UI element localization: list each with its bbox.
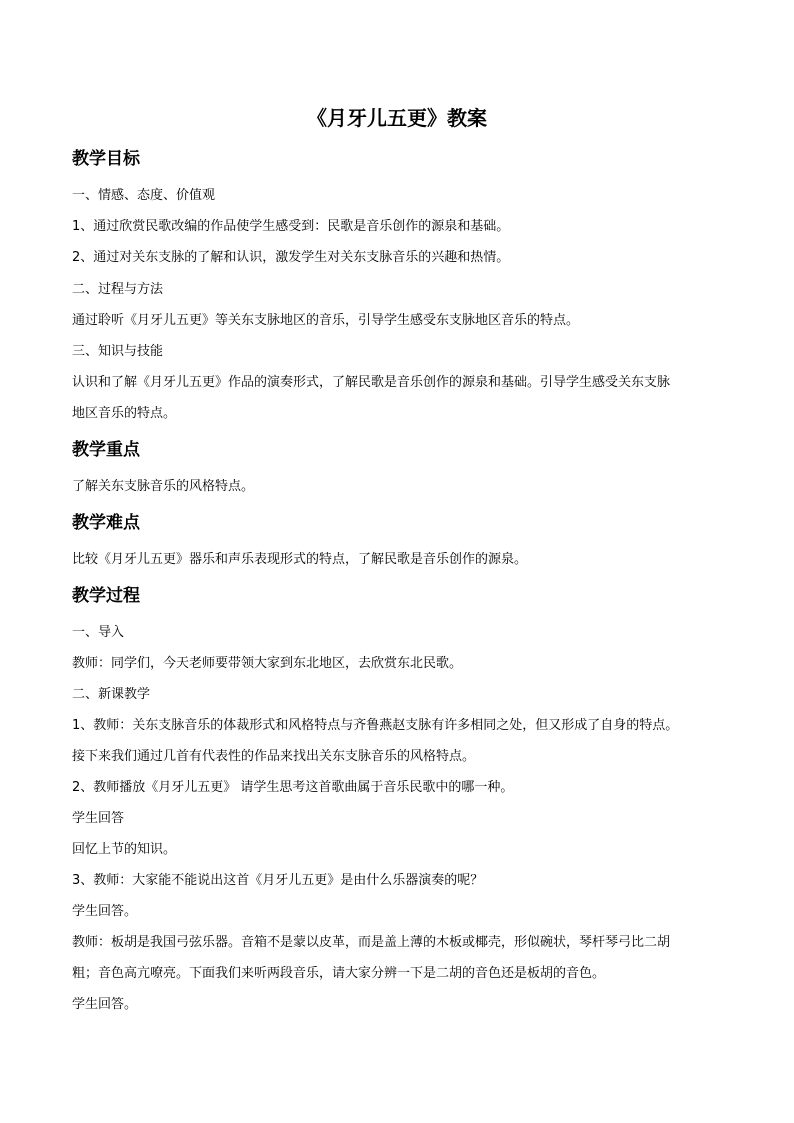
subheading-intro: 一、导入 bbox=[72, 625, 125, 640]
paragraph: 1、教师：关东支脉音乐的体裁形式和风格特点与齐鲁燕赵支脉有许多相同之处，但又形成了自身的特点。 bbox=[72, 718, 679, 733]
heading-teaching-goals: 教学目标 bbox=[72, 149, 140, 169]
paragraph: 教师：同学们，今天老师要带领大家到东北地区，去欣赏东北民歌。 bbox=[72, 656, 463, 671]
paragraph: 1、通过欣赏民歌改编的作品使学生感受到：民歌是音乐创作的源泉和基础。 bbox=[72, 219, 510, 234]
paragraph: 2、通过对关东支脉的了解和认识，激发学生对关东支脉音乐的兴趣和热情。 bbox=[72, 250, 510, 265]
paragraph: 接下来我们通过几首有代表性的作品来找出关东支脉音乐的风格特点。 bbox=[72, 749, 476, 764]
subheading-new-lesson: 二、新课教学 bbox=[72, 687, 151, 702]
paragraph: 通过聆听《月牙儿五更》等关东支脉地区的音乐，引导学生感受东支脉地区音乐的特点。 bbox=[72, 313, 580, 328]
heading-key-point: 教学重点 bbox=[72, 440, 140, 460]
paragraph: 粗；音色高亢嘹亮。下面我们来听两段音乐，请大家分辨一下是二胡的音色还是板胡的音色。 bbox=[72, 966, 606, 981]
paragraph: 地区音乐的特点。 bbox=[72, 406, 177, 421]
heading-teaching-process: 教学过程 bbox=[72, 586, 140, 606]
paragraph: 比较《月牙儿五更》器乐和声乐表现形式的特点，了解民歌是音乐创作的源泉。 bbox=[72, 552, 528, 567]
paragraph: 认识和了解《月牙儿五更》作品的演奏形式，了解民歌是音乐创作的源泉和基础。引导学生感受关东支脉 bbox=[72, 375, 671, 390]
paragraph: 学生回答。 bbox=[72, 904, 138, 919]
paragraph: 学生回答。 bbox=[72, 997, 138, 1012]
heading-difficulty: 教学难点 bbox=[72, 513, 140, 533]
paragraph: 3、教师：大家能不能说出这首《月牙儿五更》是由什么乐器演奏的呢？ bbox=[72, 873, 484, 888]
paragraph: 回忆上节的知识。 bbox=[72, 842, 177, 857]
paragraph: 学生回答 bbox=[72, 811, 125, 826]
subheading-knowledge-skill: 三、知识与技能 bbox=[72, 344, 164, 359]
document-title: 《月牙儿五更》教案 bbox=[307, 106, 487, 130]
paragraph: 教师：板胡是我国弓弦乐器。音箱不是蒙以皮革，而是盖上薄的木板或椰壳，形似碗状，琴杆琴弓比二胡 bbox=[72, 935, 671, 950]
paragraph: 了解关东支脉音乐的风格特点。 bbox=[72, 479, 255, 494]
subheading-process-method: 二、过程与方法 bbox=[72, 282, 164, 297]
paragraph: 2、教师播放《月牙儿五更》 请学生思考这首歌曲属于音乐民歌中的哪一种。 bbox=[72, 780, 514, 795]
subheading-emotion: 一、情感、态度、价值观 bbox=[72, 188, 216, 203]
